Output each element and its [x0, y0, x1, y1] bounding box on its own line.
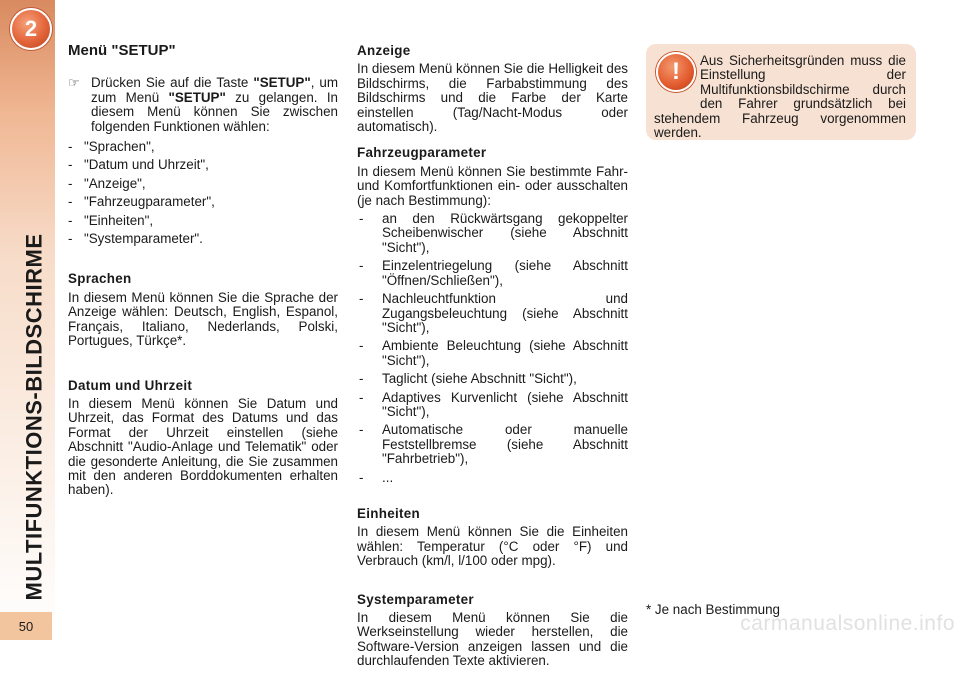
intro-text-b: , um zum Menü [91, 75, 338, 105]
anzeige-heading: Anzeige [357, 43, 411, 58]
system-section [357, 593, 628, 669]
fahrzeug-section [357, 146, 628, 485]
anzeige-section [357, 44, 628, 134]
setup-menu-label: "SETUP" [168, 89, 226, 105]
watermark: carmanualsonline.info [740, 612, 955, 635]
setup-menu-list [68, 140, 338, 246]
middle-column [357, 44, 628, 681]
sprachen-heading: Sprachen [68, 271, 132, 287]
einheiten-body: In diesem Menü können Sie die Einheiten wählen: Temperatur (°C oder °F) und Verbrauch (km/l, l/100 oder mpg). [357, 524, 628, 569]
safety-warning-text: Aus Sicherheitsgründen muss die Einstellung der Multifunktionsbildschirme durch den Fahrer grundsätzlich bei stehendem Fahrzeug vorgenommen werden. [654, 53, 906, 141]
list-item: - "Fahrzeugparameter", [68, 195, 338, 209]
list-item: - "Datum und Uhrzeit", [68, 158, 338, 172]
list-item: - ... [357, 471, 628, 485]
setup-key-label: "SETUP" [253, 75, 311, 91]
datum-section [68, 379, 338, 498]
datum-heading: Datum und Uhrzeit [68, 377, 193, 393]
sprachen-section [68, 272, 338, 348]
list-item: - "Sprachen", [68, 140, 338, 154]
system-heading: Systemparameter [357, 591, 474, 607]
pointing-hand-icon: ☞ [68, 75, 80, 91]
system-body: In diesem Menü können Sie die Werkseinstellung wieder herstellen, die Software-Version anzeigen lassen und die durchlaufenden Texte aktivieren. [357, 610, 628, 669]
fahrzeug-body: In diesem Menü können Sie bestimmte Fahr- und Komfortfunktionen ein- oder ausschalten (je nach Bestimmung): [357, 163, 628, 208]
list-item: - Adaptives Kurvenlicht (siehe Abschnitt "Sicht"), [357, 391, 628, 420]
list-item: - "Einheiten", [68, 214, 338, 228]
list-item: - Einzelentriegelung (siehe Abschnitt "Öffnen/Schließen"), [357, 259, 628, 288]
fahrzeug-heading: Fahrzeugparameter [357, 145, 487, 161]
datum-body: In diesem Menü können Sie Datum und Uhrzeit, das Format des Datums und das Format der Uhrzeit einstellen (siehe Abschnitt "Audio-Anlage und Telematik" oder die gesonderte Anleitung, die Sie zusammen mit den anderen Borddokumenten erhalten haben). [68, 395, 338, 498]
list-item: - "Anzeige", [68, 177, 338, 191]
page-number: 50 [0, 612, 52, 640]
page-title: Menü "SETUP" [68, 42, 176, 59]
list-item: - Automatische oder manuelle Feststellbremse (siehe Abschnitt "Fahrbetrieb"), [357, 423, 628, 466]
list-item: - an den Rückwärtsgang gekoppelter Scheibenwischer (siehe Abschnitt "Sicht"), [357, 212, 628, 255]
anzeige-body: In diesem Menü können Sie die Helligkeit des Bildschirms, die Farbabstimmung des Bildschirms und die Farbe der Karte einstellen (Tag/Nacht-Modus oder automatisch). [357, 61, 628, 135]
list-item: - Taglicht (siehe Abschnitt "Sicht"), [357, 372, 628, 386]
left-column [68, 44, 338, 510]
einheiten-section [357, 507, 628, 569]
section-title-vertical: MULTIFUNKTIONS-BILDSCHIRME [21, 233, 47, 601]
exclamation-icon: ! [656, 52, 696, 92]
chapter-number-badge: 2 [10, 8, 52, 50]
fahrzeug-list [357, 212, 628, 485]
footnote: * Je nach Bestimmung [646, 602, 780, 617]
intro-text-a: Drücken Sie auf die Taste [91, 75, 254, 91]
list-item: - Nachleuchtfunktion und Zugangsbeleuchtung (siehe Abschnitt "Sicht"), [357, 292, 628, 335]
list-item: - Ambiente Beleuchtung (siehe Abschnitt "Sicht"), [357, 339, 628, 368]
intro-paragraph [68, 76, 338, 134]
intro-text-c: zu gelangen. In diesem Menü können Sie zwischen folgenden Funktionen wählen: [91, 89, 338, 134]
safety-warning-box [646, 44, 916, 140]
einheiten-heading: Einheiten [357, 505, 420, 521]
list-item: - "Systemparameter". [68, 232, 338, 246]
safety-warning [654, 54, 906, 140]
sprachen-body: In diesem Menü können Sie die Sprache der Anzeige wählen: Deutsch, English, Espanol, Français, Italiano, Nederlands, Polski, Portugues, Türkçe*. [68, 289, 338, 349]
